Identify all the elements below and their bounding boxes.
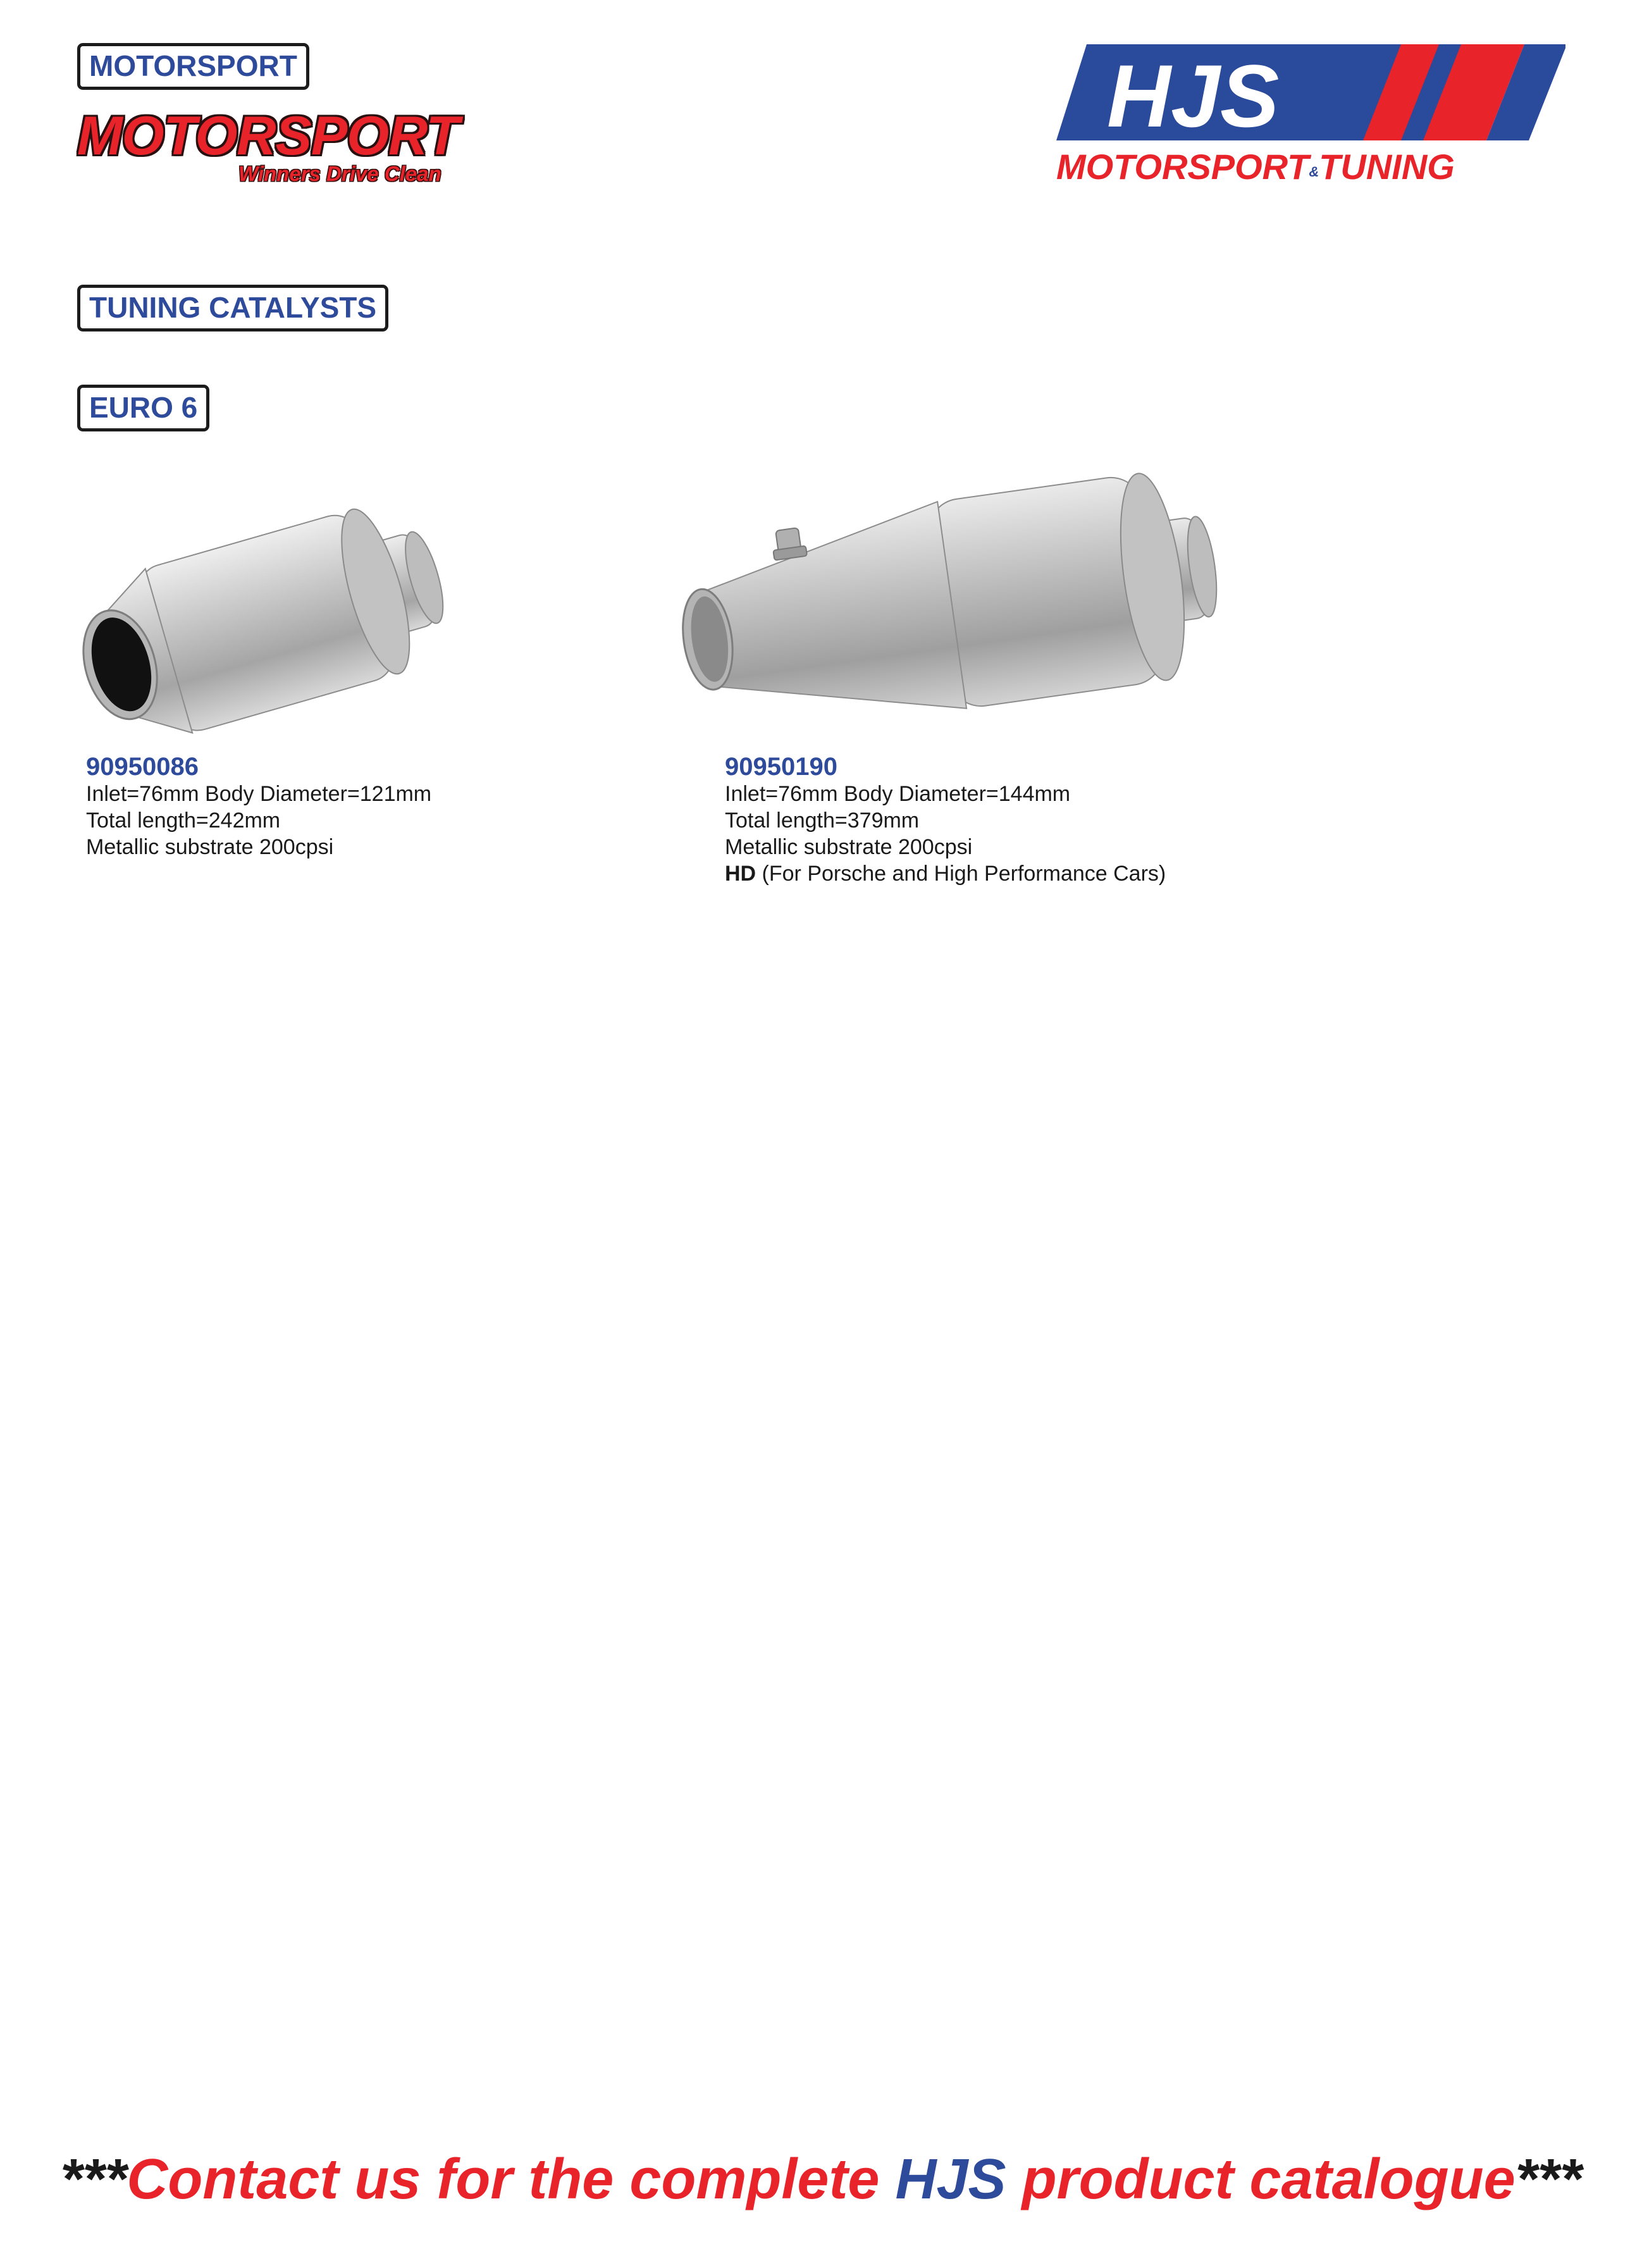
footer-text-a: Contact us for the complete — [127, 2148, 896, 2211]
product-spec-substrate: Metallic substrate 200cpsi — [86, 835, 334, 859]
product-spec-substrate: Metallic substrate 200cpsi — [725, 835, 973, 859]
footer-stars-left: *** — [60, 2148, 127, 2211]
hjs-tagline — [1056, 149, 1518, 185]
motorsport-slogan: Winners Drive Clean — [238, 162, 441, 185]
product-spec-length: Total length=242mm — [86, 809, 281, 833]
hjs-logo-text: HJS — [1107, 46, 1280, 146]
motorsport-wordmark — [77, 106, 459, 185]
footer-stars-right: *** — [1515, 2148, 1582, 2211]
footer-text-hjs: HJS — [895, 2148, 1006, 2211]
hjs-tagline-amp: & — [1309, 164, 1319, 180]
tuning-catalysts-tag: TUNING CATALYSTS — [77, 285, 388, 332]
product-spec-dimensions: Inlet=76mm Body Diameter=121mm — [86, 782, 432, 806]
product-spec-hd — [725, 860, 1166, 887]
euro6-tag: EURO 6 — [77, 385, 209, 431]
product-spec-dimensions: Inlet=76mm Body Diameter=144mm — [725, 782, 1071, 806]
motorsport-wordmark-text: MOTORSPORT — [77, 106, 459, 166]
product-code: 90950086 — [86, 753, 199, 781]
product-90950086 — [86, 753, 431, 860]
product-code: 90950190 — [725, 753, 837, 781]
product-spec-length: Total length=379mm — [725, 809, 920, 833]
catalogue-footer — [0, 2148, 1642, 2211]
catalyst-image-90950086 — [75, 500, 454, 734]
hjs-tagline-left: MOTORSPORT — [1056, 147, 1309, 187]
hjs-tagline-right: TUNING — [1319, 147, 1455, 187]
product-90950190 — [725, 753, 1166, 887]
footer-text-c: product catalogue — [1006, 2148, 1515, 2211]
catalyst-image-90950190 — [674, 462, 1243, 747]
motorsport-tag: MOTORSPORT — [77, 43, 309, 90]
product-hd-label: HD — [725, 862, 756, 886]
product-hd-text: (For Porsche and High Performance Cars) — [756, 862, 1166, 886]
